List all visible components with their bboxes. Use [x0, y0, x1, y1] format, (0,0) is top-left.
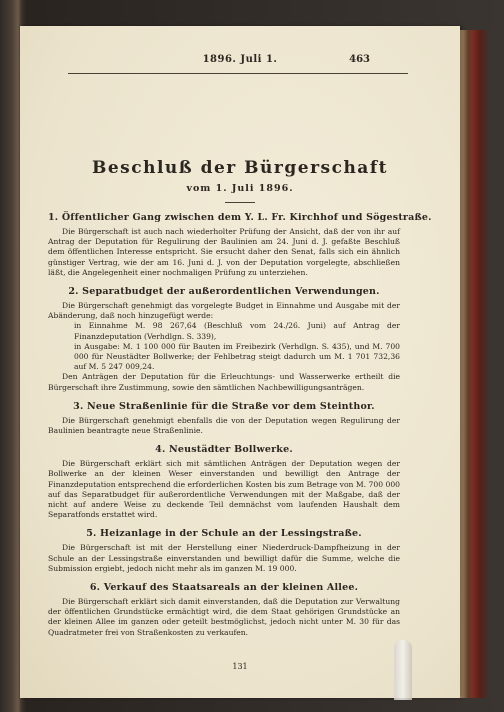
page-subtitle: vom 1. Juli 1896. [186, 183, 294, 194]
section-income-line: in Einnahme M. 98 267,64 (Beschluß vom 24./26. Juni) auf Antrag der Finanzdeputation (Verhdlgn. S. 339), [74, 321, 400, 341]
section-intro: Die Bürgerschaft genehmigt das vorgelegte Budget in Einnahme und Ausgabe mit der Abänderung, daß noch hinzugefügt werde: [48, 301, 400, 321]
subtitle-rule [225, 202, 255, 203]
page-number: 131 [232, 662, 248, 671]
running-head-date: 1896. Juli 1. [202, 54, 278, 65]
section-text: Die Bürgerschaft ist mit der Herstellung einer Niederdruck-Dampfheizung in der Schule an der Lessingstraße einverstanden und bewilligt dafür die Summe, welche die Submission ergiebt, jedoch nicht mehr als im ganzen M. 19 000. [48, 543, 400, 573]
section-text: Die Bürgerschaft erklärt sich mit sämtlichen Anträgen der Deputation wegen der Bollwerke an der kleinen Weser einverstanden und bewilligt den Antrage der Finanzdeputation entsprechend die erforderlichen Kosten bis zum Betrage von M. 700 000 auf das Separatbudget für außerordentliche Verwendungen mit der Maßgabe, daß der nicht auf andere Weise zu deckende Teil demnächst vom laufenden Haushalt dem Separatfonds erstattet wird. [48, 459, 400, 520]
section-outro: Den Anträgen der Deputation für die Erleuchtungs- und Wasserwerke ertheilt die Bürgerschaft ihre Zustimmung, sowie den sämtlichen Nachbewilligungsanträgen. [48, 372, 400, 392]
page-title: Beschluß der Bürgerschaft [91, 158, 388, 178]
section-3 [48, 401, 400, 436]
running-head-page: 463 [349, 54, 370, 65]
book-edge [460, 30, 504, 698]
section-heading: 6. Verkauf des Staatsareals an der kleinen Allee. [89, 582, 359, 594]
section-heading: 4. Neustädter Bollwerke. [155, 444, 293, 456]
running-head [20, 54, 460, 68]
bookmark-strip [394, 640, 412, 700]
section-text: Die Bürgerschaft genehmigt ebenfalls die von der Deputation wegen Regulirung der Baulinien beantragte neue Straßenlinie. [48, 415, 400, 436]
document-body [48, 212, 432, 646]
section-6 [48, 582, 400, 638]
section-text: Die Bürgerschaft ist auch nach wiederholter Prüfung der Ansicht, daß der von ihr auf Antrag der Deputation für Regulirung der Baulinien am 24. Juni d. J. gefaßte Beschluß dem öffentlichen Interesse entspricht. Sie ersucht daher den Senat, falls sich ein ähnlich günstiger Vertrag, wie der am 16. Juni d. J. von der Deputation vorgelegte, abschließen läßt, die Angelegenheit einer nochmaligen Prüfung zu unterziehen. [48, 227, 400, 277]
section-heading: 3. Neue Straßenlinie für die Straße vor dem Steinthor. [73, 400, 375, 412]
section-heading: 1. Öffentlicher Gang zwischen dem Y. L. Fr. Kirchhof und Sögestraße. [48, 212, 432, 223]
section-4 [48, 444, 400, 520]
document-page [20, 26, 460, 698]
section-2 [48, 286, 400, 393]
section-1 [48, 212, 432, 278]
header-rule [68, 73, 408, 74]
section-heading: 2. Separatbudget der außerordentlichen Verwendungen. [68, 286, 380, 298]
section-expense-line: in Ausgabe: M. 1 100 000 für Bauten im Freibezirk (Verhdlgn. S. 435), und M. 700 000 für Neustädter Bollwerke; der Fehlbetrag steigt dadurch um M. 1 701 732,36 auf M. 5 247 009,24. [74, 341, 400, 372]
section-5 [48, 528, 400, 574]
section-heading: 5. Heizanlage in der Schule an der Lessingstraße. [86, 528, 362, 540]
section-text: Die Bürgerschaft erklärt sich damit einverstanden, daß die Deputation zur Verwaltung der öffentlichen Grundstücke ermächtigt wird, die dem Staat gehörigen Grundstücke an der kleinen Allee im ganzen oder geteilt bestmöglichst, jedoch nicht unter M. 30 für das Quadratmeter frei von Straßenkosten zu verkaufen. [48, 597, 400, 637]
